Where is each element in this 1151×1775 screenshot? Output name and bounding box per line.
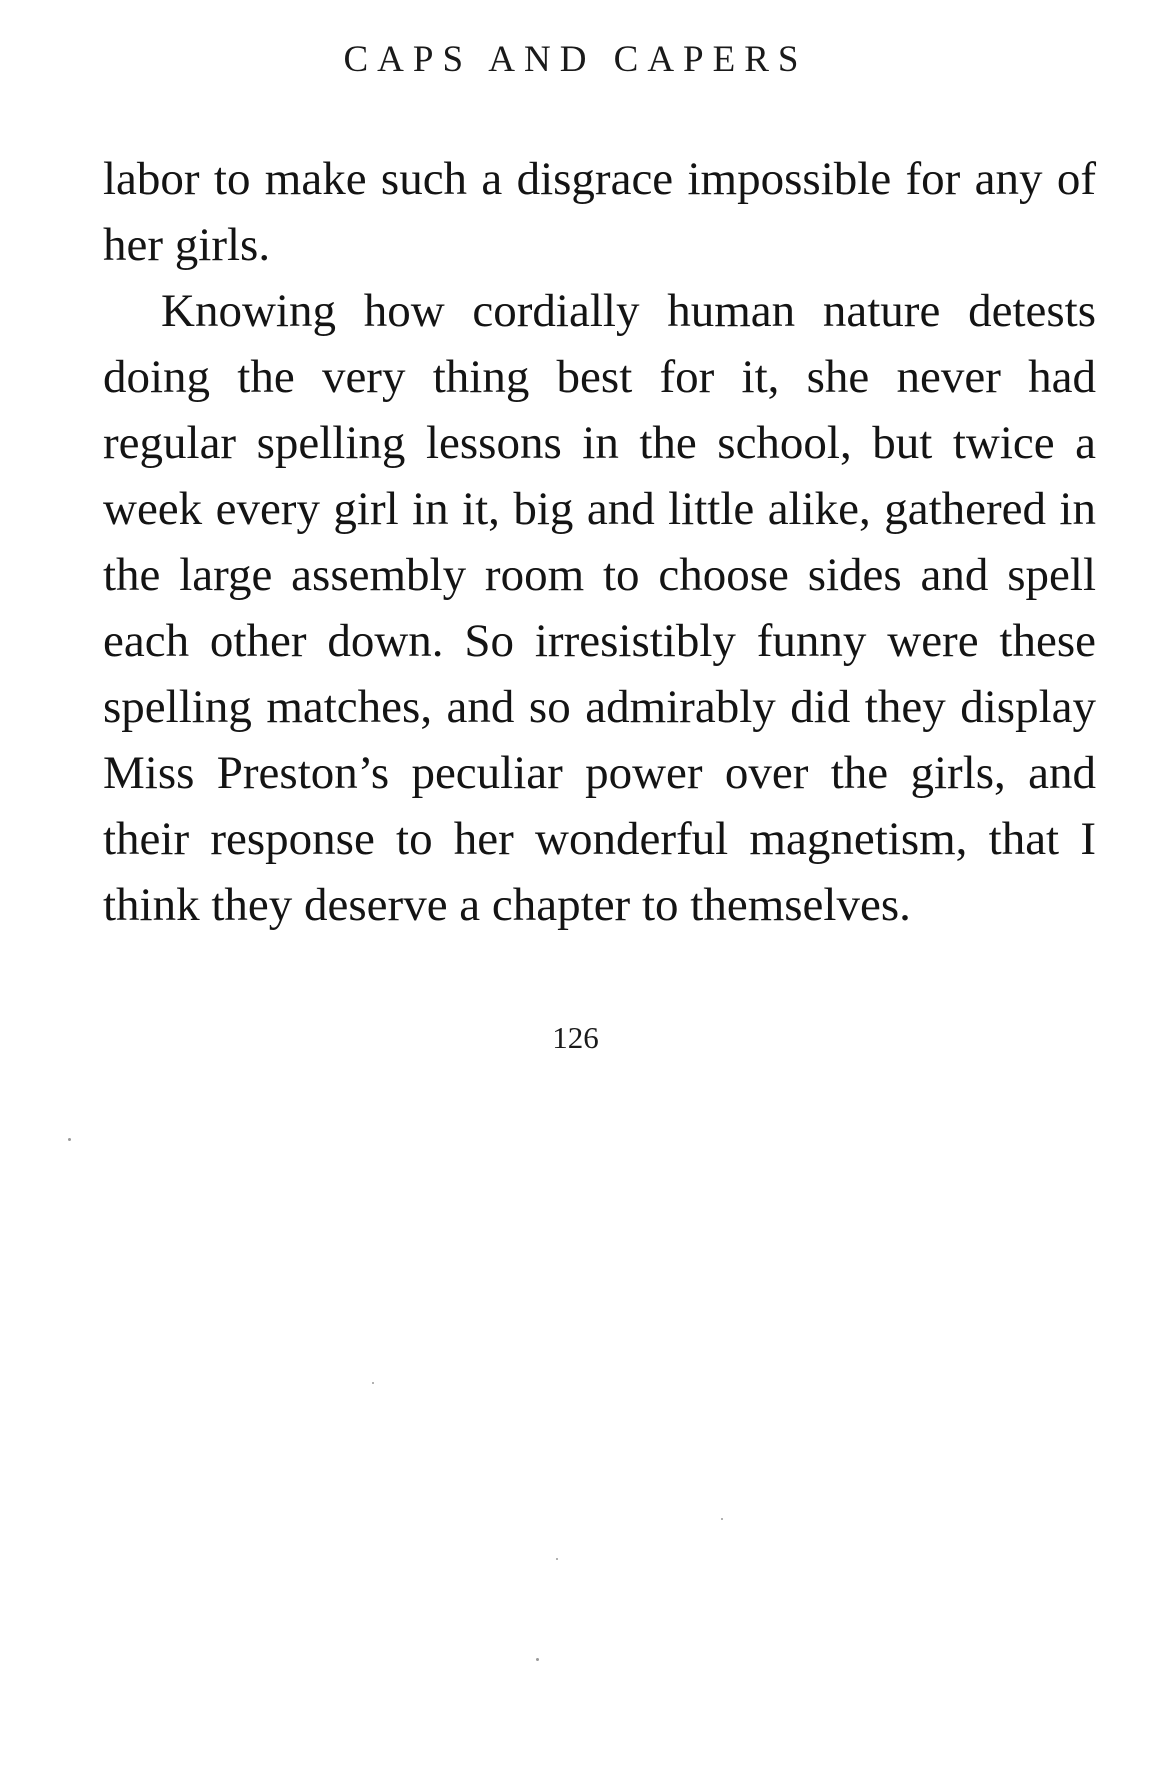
paper-speck: [556, 1558, 558, 1560]
body-text: [103, 146, 1096, 938]
paper-speck: [536, 1658, 539, 1661]
page-number: 126: [552, 1020, 599, 1055]
paper-speck: [68, 1138, 71, 1141]
running-head: CAPS AND CAPERS: [343, 39, 808, 80]
paragraph-continued: labor to make such a disgrace impossible for any of her girls.: [103, 153, 1096, 271]
paper-speck: [721, 1518, 723, 1520]
paper-speck: [372, 1382, 374, 1384]
paragraph: Knowing how cordially human nature detests doing the very thing best for it, she never had regular spelling lessons in the school, but twice a week every girl in it, big and little alike, gathered in the large assembly room to choose sides and spell each other down. So irresistibly funny were these spelling matches, and so admirably did they display Miss Preston’s peculiar power over the girls, and their response to her wonderful magnetism, that I think they deserve a chapter to themselves.: [103, 285, 1096, 931]
